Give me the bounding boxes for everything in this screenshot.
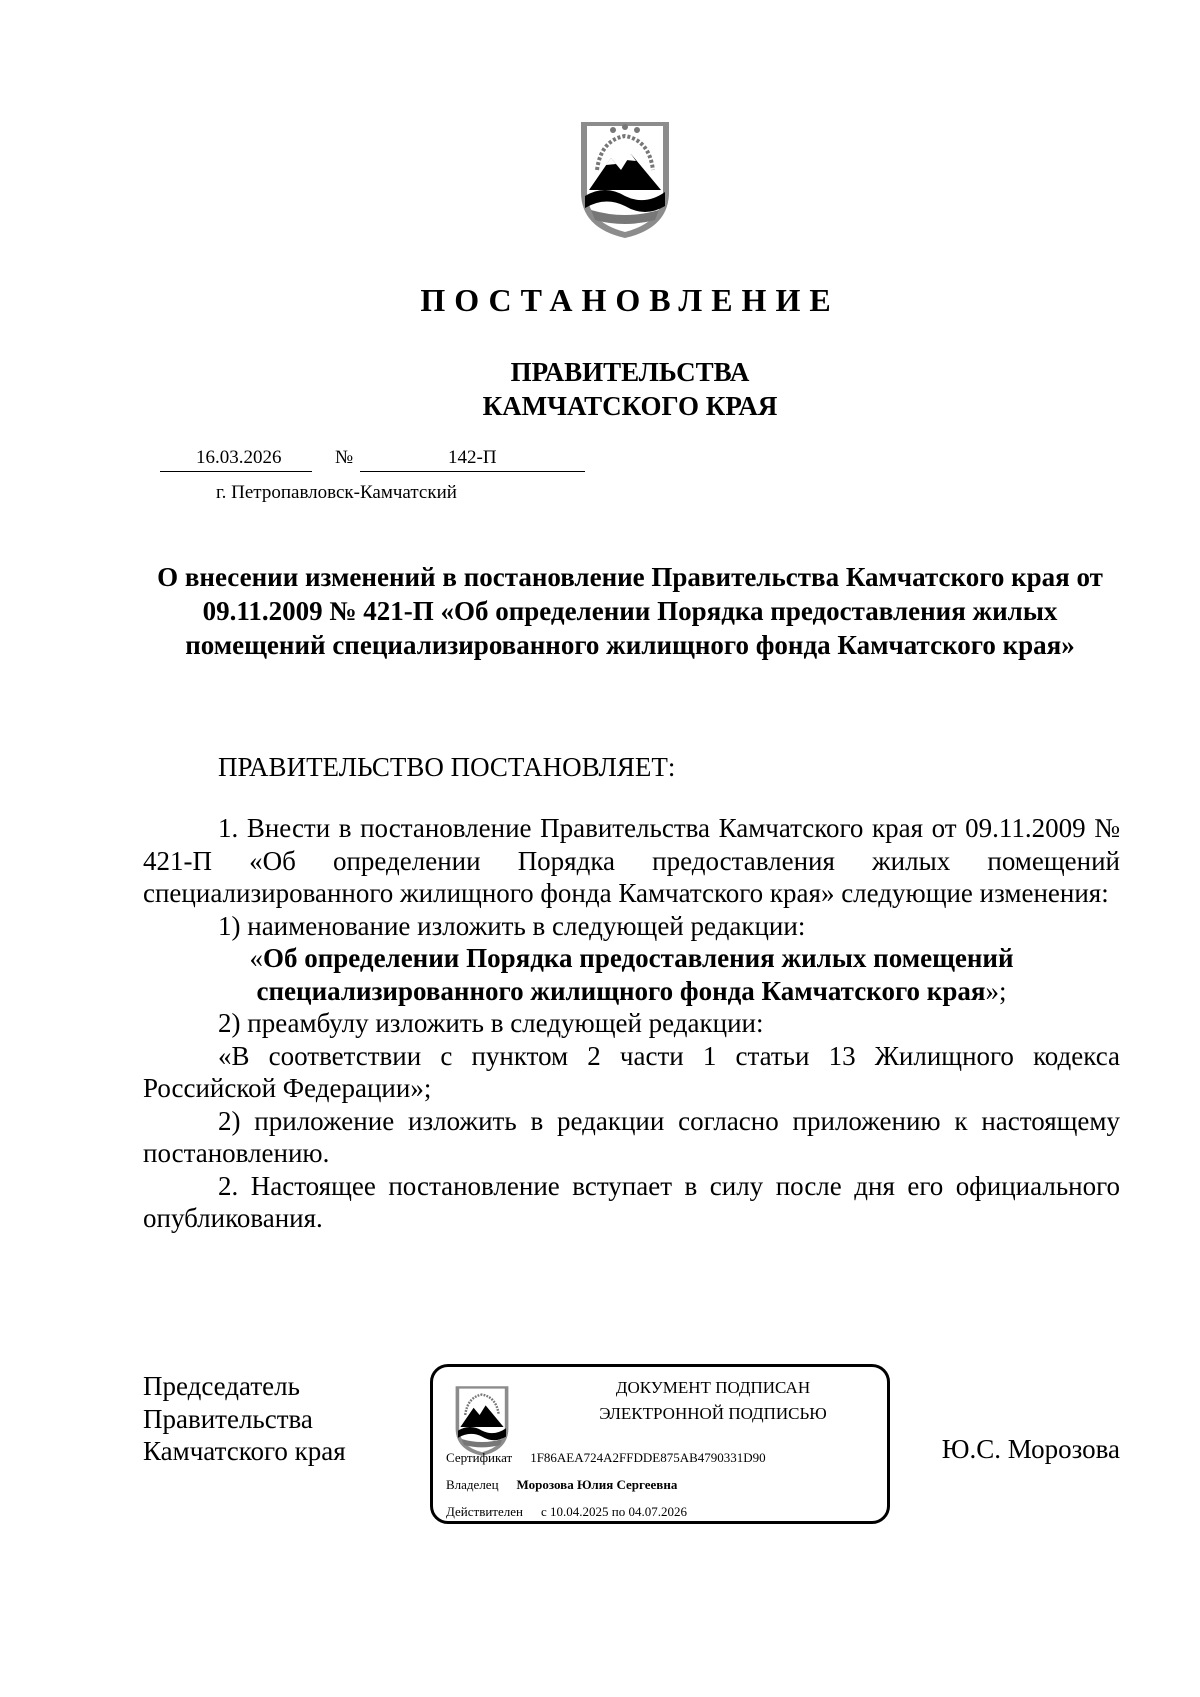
body-paragraph: 2) преамбулу изложить в следующей редакции: <box>218 1008 764 1038</box>
issuer-block <box>0 355 1200 423</box>
number-sign: № <box>335 447 354 468</box>
stamp-label: Действителен <box>446 1504 523 1519</box>
signatory-title-line: Председатель <box>143 1371 300 1401</box>
decree-heading: ПРАВИТЕЛЬСТВО ПОСТАНОВЛЯЕТ: <box>218 752 676 782</box>
stamp-validity-row <box>446 1504 687 1520</box>
coat-of-arms-icon <box>575 110 675 240</box>
issuer-line: ПРАВИТЕЛЬСТВА <box>510 357 750 387</box>
stamp-heading-line: ДОКУМЕНТ ПОДПИСАН <box>615 1378 811 1397</box>
city-label: г. Петропавловск-Камчатский <box>216 482 457 503</box>
document-body <box>143 812 1120 1235</box>
electronic-signature-stamp <box>430 1364 890 1524</box>
document-type-title: ПОСТАНОВЛЕНИЕ <box>420 282 840 318</box>
body-paragraph: 2) приложение изложить в редакции согласно приложению к настоящему постановлению. <box>143 1105 1120 1168</box>
stamp-certificate-row <box>446 1450 766 1466</box>
body-paragraph: 1. Внести в постановление Правительства Камчатского края от 09.11.2009 № 421-П «Об определении Порядка предоставления жилых помещений специализированного жилищного фонда Камчатского края» следующие изменения: <box>143 813 1120 908</box>
issuer-line: КАМЧАТСКОГО КРАЯ <box>482 391 778 421</box>
stamp-label: Сертификат <box>446 1450 513 1465</box>
stamp-heading-line: ЭЛЕКТРОННОЙ ПОДПИСЬЮ <box>599 1404 827 1423</box>
coat-of-arms-icon <box>451 1379 513 1457</box>
signatory-title-line: Правительства <box>143 1403 313 1434</box>
registration-date: 16.03.2026 <box>160 446 312 472</box>
stamp-label: Владелец <box>446 1477 499 1492</box>
body-paragraph: 2. Настоящее постановление вступает в силу после дня его официального опубликования. <box>143 1170 1120 1233</box>
quote-bold-text: Об определении Порядка предоставления жилых помещений специализированного жилищного фонда Камчатского края <box>256 943 1014 1006</box>
owner-value: Морозова Юлия Сергеевна <box>516 1477 678 1492</box>
body-paragraph: «В соответствии с пунктом 2 части 1 статьи 13 Жилищного кодекса Российской Федерации»; <box>143 1040 1120 1103</box>
stamp-heading <box>543 1375 883 1427</box>
stamp-owner-row <box>446 1477 677 1493</box>
document-subject: О внесении изменений в постановление Правительства Камчатского края от 09.11.2009 № 421-П «Об определении Порядка предоставления жилых помещений специализированного жилищного фонда Камчатского края» <box>157 562 1103 660</box>
signatory-title <box>143 1370 346 1468</box>
registration-number: 142-П <box>360 446 585 472</box>
body-quote: «Об определении Порядка предоставления жилых помещений специализированного жилищного фонда Камчатского края»; <box>249 943 1014 1006</box>
signatory-name: Ю.С. Морозова <box>941 1434 1120 1464</box>
signatory-title-line: Камчатского края <box>143 1436 346 1466</box>
validity-value: с 10.04.2025 по 04.07.2026 <box>540 1504 687 1519</box>
certificate-value: 1F86AEA724A2FFDDE875AB4790331D90 <box>530 1450 766 1465</box>
body-paragraph: 1) наименование изложить в следующей редакции: <box>218 910 806 941</box>
